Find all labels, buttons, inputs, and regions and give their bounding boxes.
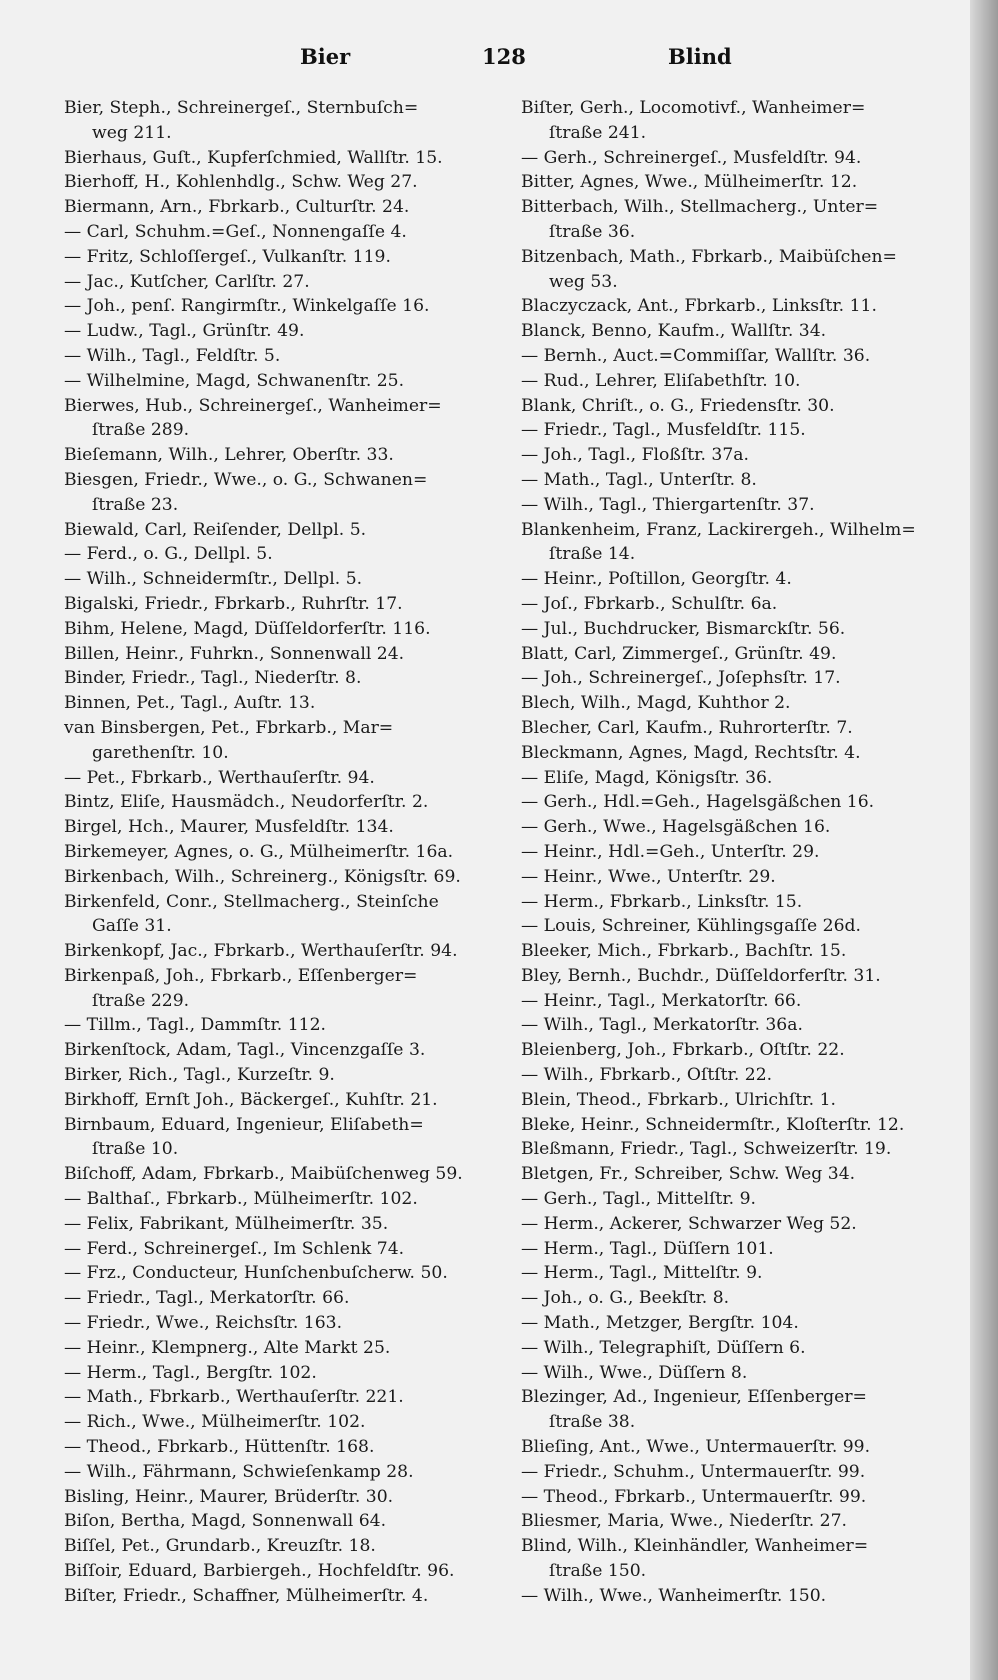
directory-entry: — Wilh., Schneidermſtr., Dellpl. 5. <box>64 569 363 590</box>
directory-entry: Bitter, Agnes, Wwe., Mülheimerſtr. 12. <box>521 172 858 193</box>
directory-entry: Biſter, Gerh., Locomotivf., Wanheimer= <box>521 98 866 118</box>
directory-entry: Blank, Chriſt., o. G., Friedensſtr. 30. <box>521 395 835 416</box>
directory-entry: — Louis, Schreiner, Kühlingsgaſſe 26d. <box>521 916 862 937</box>
directory-entry: Bieſemann, Wilh., Lehrer, Oberſtr. 33. <box>64 445 394 466</box>
page-edge-shadow <box>970 0 998 1680</box>
directory-entry: Bleckmann, Agnes, Magd, Rechtsſtr. 4. <box>521 742 861 763</box>
entry-continuation-line: ſtraße 150. <box>549 1561 647 1582</box>
directory-entry: Bintz, Eliſe, Hausmädch., Neudorferſtr. 2. <box>64 792 429 813</box>
directory-entry: Birker, Rich., Tagl., Kurzeſtr. 9. <box>64 1065 335 1086</box>
entry-continuation-line: ſtraße 23. <box>92 494 179 515</box>
left-column <box>64 96 490 1609</box>
directory-entry: — Heinr., Hdl.=Geh., Unterſtr. 29. <box>521 841 820 862</box>
directory-entry: Bletgen, Fr., Schreiber, Schw. Weg 34. <box>521 1164 856 1185</box>
directory-entry: — Joh., penſ. Rangirmſtr., Winkelgaſſe 16. <box>64 296 430 317</box>
directory-entry: — Rich., Wwe., Mülheimerſtr. 102. <box>64 1412 366 1433</box>
directory-entry: — Joh., Schreinergeſ., Joſephsſtr. 17. <box>521 668 841 689</box>
directory-entry: — Carl, Schuhm.=Geſ., Nonnengaſſe 4. <box>64 221 407 242</box>
directory-entry: — Wilh., Wwe., Wanheimerſtr. 150. <box>521 1585 827 1606</box>
directory-entry: Bleienberg, Joh., Fbrkarb., Oſtſtr. 22. <box>521 1040 845 1061</box>
directory-entry: Birkenfeld, Conr., Stellmacherg., Steinſche <box>64 891 439 912</box>
directory-entry: Birnbaum, Eduard, Ingenieur, Eliſabeth= <box>64 1114 424 1135</box>
directory-entry: Bleßmann, Friedr., Tagl., Schweizerſtr. 19. <box>521 1139 892 1160</box>
directory-entry: Bley, Bernh., Buchdr., Düſſeldorferſtr. 31. <box>521 965 881 986</box>
directory-entry: Blind, Wilh., Kleinhändler, Wanheimer= <box>521 1536 869 1557</box>
directory-entry: Biesgen, Friedr., Wwe., o. G., Schwanen= <box>64 469 428 490</box>
directory-entry: — Theod., Fbrkarb., Hüttenſtr. 168. <box>64 1437 375 1458</box>
directory-entry: — Wilh., Fbrkarb., Oſtſtr. 22. <box>521 1065 773 1086</box>
directory-entry: Blaczyczack, Ant., Fbrkarb., Linksſtr. 11. <box>521 296 877 317</box>
directory-entry: Blein, Theod., Fbrkarb., Ulrichſtr. 1. <box>521 1089 836 1110</box>
directory-entry: Biſſel, Pet., Grundarb., Kreuzſtr. 18. <box>64 1536 376 1557</box>
directory-entry: — Joſ., Fbrkarb., Schulſtr. 6a. <box>521 593 778 614</box>
directory-entry: — Friedr., Schuhm., Untermauerſtr. 99. <box>521 1461 866 1482</box>
directory-entry: — Rud., Lehrer, Eliſabethſtr. 10. <box>521 370 801 391</box>
directory-entry: — Herm., Ackerer, Schwarzer Weg 52. <box>521 1213 857 1234</box>
directory-entry: — Friedr., Wwe., Reichsſtr. 163. <box>64 1313 343 1334</box>
entry-continuation-line: weg 53. <box>549 271 618 292</box>
directory-entry: — Jul., Buchdrucker, Bismarckſtr. 56. <box>521 618 846 639</box>
directory-entry: — Herm., Tagl., Bergſtr. 102. <box>64 1362 317 1383</box>
directory-entry: — Herm., Tagl., Düſſern 101. <box>521 1238 774 1259</box>
page-number: 128 <box>482 44 526 69</box>
directory-entry: Bihm, Helene, Magd, Düſſeldorferſtr. 116. <box>64 618 431 639</box>
directory-entry: Blech, Wilh., Magd, Kuhthor 2. <box>521 693 791 714</box>
entry-continuation-line: garethenſtr. 10. <box>92 742 229 763</box>
directory-entry: — Ferd., o. G., Dellpl. 5. <box>64 544 273 565</box>
directory-entry: — Gerh., Tagl., Mittelſtr. 9. <box>521 1189 756 1210</box>
entry-continuation-line: ſtraße 229. <box>92 990 190 1011</box>
directory-entry: — Tillm., Tagl., Dammſtr. 112. <box>64 1015 326 1036</box>
directory-entry: Bierhaus, Guſt., Kupferſchmied, Wallſtr. 15. <box>64 147 443 168</box>
directory-entry: Blezinger, Ad., Ingenieur, Eſſenberger= <box>521 1387 867 1408</box>
directory-entry: Billen, Heinr., Fuhrkn., Sonnenwall 24. <box>64 643 405 664</box>
directory-entry: Bitzenbach, Math., Fbrkarb., Maibüſchen= <box>521 246 897 267</box>
directory-entry: Bitterbach, Wilh., Stellmacherg., Unter= <box>521 197 879 218</box>
directory-entry: Biſter, Friedr., Schaffner, Mülheimerſtr. 4. <box>64 1585 429 1606</box>
directory-entry: Blankenheim, Franz, Lackirergeh., Wilhelm= <box>521 519 916 540</box>
entry-continuation-line: Gaſſe 31. <box>92 916 172 937</box>
entry-continuation-line: ſtraße 241. <box>549 122 647 143</box>
entry-continuation-line: ſtraße 14. <box>549 544 636 565</box>
directory-entry: Bierwes, Hub., Schreinergeſ., Wanheimer= <box>64 395 442 416</box>
directory-entry: Blecher, Carl, Kaufm., Ruhrorterſtr. 7. <box>521 717 853 738</box>
directory-entry: — Theod., Fbrkarb., Untermauerſtr. 99. <box>521 1486 867 1507</box>
header-left-keyword: Bier <box>300 44 351 69</box>
directory-entry: — Wilh., Wwe., Düſſern 8. <box>521 1362 748 1383</box>
directory-entry: van Binsbergen, Pet., Fbrkarb., Mar= <box>64 717 394 738</box>
directory-entry: Bigalski, Friedr., Fbrkarb., Ruhrſtr. 17. <box>64 593 403 614</box>
directory-entry: Birkenbach, Wilh., Schreinerg., Königsſtr. 69. <box>64 866 461 887</box>
directory-entry: — Joh., Tagl., Floßſtr. 37a. <box>521 445 749 466</box>
directory-entry: — Gerh., Schreinergeſ., Musfeldſtr. 94. <box>521 147 862 168</box>
directory-entry: Blanck, Benno, Kaufm., Wallſtr. 34. <box>521 321 827 342</box>
directory-entry: — Wilh., Tagl., Merkatorſtr. 36a. <box>521 1015 803 1036</box>
directory-entry: Biermann, Arn., Fbrkarb., Culturſtr. 24. <box>64 197 410 218</box>
header-right-keyword: Blind <box>668 44 732 69</box>
directory-entry: Birgel, Hch., Maurer, Musfeldſtr. 134. <box>64 817 394 838</box>
directory-entry: — Fritz, Schloſſergeſ., Vulkanſtr. 119. <box>64 246 391 267</box>
entry-continuation-line: ſtraße 289. <box>92 420 190 441</box>
directory-entry: — Pet., Fbrkarb., Werthauſerſtr. 94. <box>64 767 375 788</box>
directory-entry: Biſon, Bertha, Magd, Sonnenwall 64. <box>64 1511 387 1532</box>
directory-entry: Bliesmer, Maria, Wwe., Niederſtr. 27. <box>521 1511 847 1532</box>
directory-entry: Bier, Steph., Schreinergeſ., Sternbuſch= <box>64 98 419 118</box>
directory-entry: — Wilh., Fährmann, Schwieſenkamp 28. <box>64 1461 414 1482</box>
entry-continuation-line: ſtraße 38. <box>549 1412 636 1433</box>
directory-entry: Binnen, Pet., Tagl., Auſtr. 13. <box>64 693 316 714</box>
directory-entry: Birkenkopf, Jac., Fbrkarb., Werthauſerſtr. 94. <box>64 941 458 962</box>
directory-entry: — Math., Tagl., Unterſtr. 8. <box>521 469 757 490</box>
directory-entry: — Balthaſ., Fbrkarb., Mülheimerſtr. 102. <box>64 1189 418 1210</box>
entry-continuation-line: weg 211. <box>92 122 172 143</box>
directory-entry: — Wilhelmine, Magd, Schwanenſtr. 25. <box>64 370 405 391</box>
directory-entry: Biſſoir, Eduard, Barbiergeh., Hochfeldſtr. 96. <box>64 1561 455 1582</box>
directory-entry: Bleke, Heinr., Schneidermſtr., Kloſterſtr. 12. <box>521 1114 905 1135</box>
directory-entry: Biſchoff, Adam, Fbrkarb., Maibüſchenweg 59. <box>64 1164 463 1185</box>
directory-entry: — Felix, Fabrikant, Mülheimerſtr. 35. <box>64 1213 389 1234</box>
directory-entry: — Gerh., Wwe., Hagelsgäßchen 16. <box>521 817 831 838</box>
directory-entry: — Herm., Tagl., Mittelſtr. 9. <box>521 1263 763 1284</box>
directory-entry: — Ludw., Tagl., Grünſtr. 49. <box>64 321 305 342</box>
directory-entry: — Heinr., Poſtillon, Georgſtr. 4. <box>521 569 792 590</box>
directory-entry: Binder, Friedr., Tagl., Niederſtr. 8. <box>64 668 362 689</box>
directory-entry: — Friedr., Tagl., Musfeldſtr. 115. <box>521 420 806 441</box>
directory-entry: — Heinr., Tagl., Merkatorſtr. 66. <box>521 990 802 1011</box>
directory-entry: — Heinr., Klempnerg., Alte Markt 25. <box>64 1337 391 1358</box>
directory-entry: — Eliſe, Magd, Königsſtr. 36. <box>521 767 773 788</box>
directory-entry: — Frz., Conducteur, Hunſchenbuſcherw. 50. <box>64 1263 448 1284</box>
directory-entry: — Wilh., Telegraphiſt, Düſſern 6. <box>521 1337 806 1358</box>
right-column <box>521 96 961 1609</box>
directory-entry: — Ferd., Schreinergeſ., Im Schlenk 74. <box>64 1238 405 1259</box>
directory-entry: Biewald, Carl, Reiſender, Dellpl. 5. <box>64 519 367 540</box>
directory-entry: — Jac., Kutſcher, Carlſtr. 27. <box>64 271 310 292</box>
running-header <box>0 44 998 84</box>
directory-entry: — Herm., Fbrkarb., Linksſtr. 15. <box>521 891 803 912</box>
directory-entry: Birkemeyer, Agnes, o. G., Mülheimerſtr. 16a. <box>64 841 454 862</box>
directory-entry: Blatt, Carl, Zimmergeſ., Grünſtr. 49. <box>521 643 837 664</box>
entry-continuation-line: ſtraße 10. <box>92 1139 179 1160</box>
entry-continuation-line: ſtraße 36. <box>549 221 636 242</box>
directory-entry: — Math., Metzger, Bergſtr. 104. <box>521 1313 799 1334</box>
directory-entry: Bleeker, Mich., Fbrkarb., Bachſtr. 15. <box>521 941 847 962</box>
directory-entry: Birkhoff, Ernſt Joh., Bäckergeſ., Kuhſtr. 21. <box>64 1089 438 1110</box>
directory-entry: Birkenpaß, Joh., Fbrkarb., Eſſenberger= <box>64 965 418 986</box>
directory-entry: — Wilh., Tagl., Thiergartenſtr. 37. <box>521 494 815 515</box>
directory-entry: Bierhoff, H., Kohlenhdlg., Schw. Weg 27. <box>64 172 418 193</box>
directory-entry: — Heinr., Wwe., Unterſtr. 29. <box>521 866 776 887</box>
directory-entry: — Bernh., Auct.=Commiſſar, Wallſtr. 36. <box>521 345 871 366</box>
directory-entry: — Joh., o. G., Beekſtr. 8. <box>521 1288 730 1309</box>
directory-entry: — Friedr., Tagl., Merkatorſtr. 66. <box>64 1288 350 1309</box>
directory-entry: — Wilh., Tagl., Feldſtr. 5. <box>64 345 281 366</box>
directory-entry: Blieſing, Ant., Wwe., Untermauerſtr. 99. <box>521 1437 871 1458</box>
directory-entry: — Gerh., Hdl.=Geh., Hagelsgäßchen 16. <box>521 792 875 813</box>
directory-entry: Bisling, Heinr., Maurer, Brüderſtr. 30. <box>64 1486 394 1507</box>
directory-entry: Birkenſtock, Adam, Tagl., Vincenzgaſſe 3. <box>64 1040 426 1061</box>
directory-entry: — Math., Fbrkarb., Werthauſerſtr. 221. <box>64 1387 404 1408</box>
